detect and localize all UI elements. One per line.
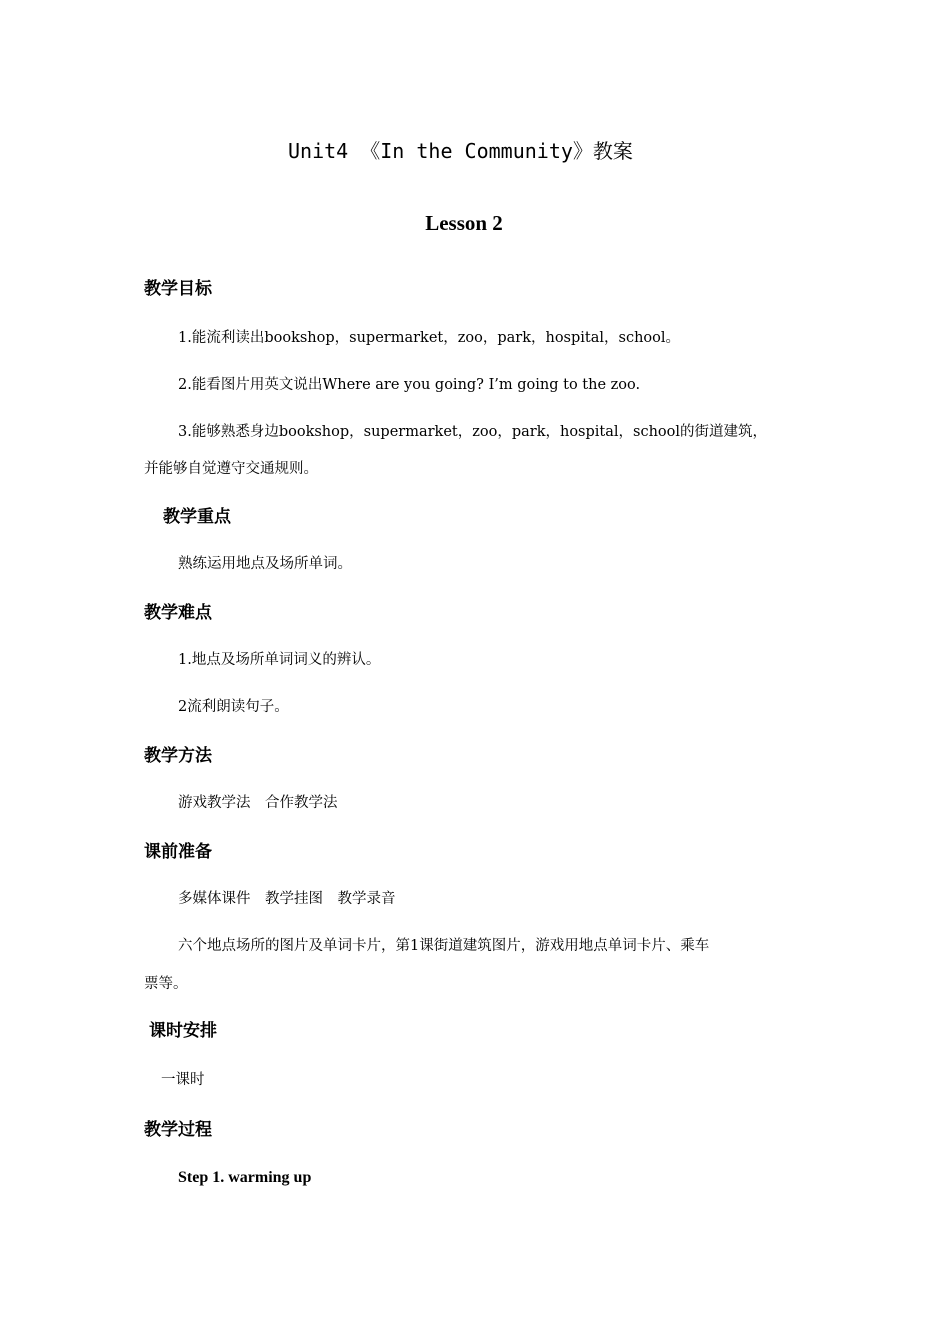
- process-heading: 教学过程: [144, 1120, 212, 1140]
- document-title: Unit4 《In the Community》教案: [288, 139, 633, 163]
- difficulty-item-1: 1.地点及场所单词词义的辨认。: [178, 652, 381, 668]
- difficulty-item-2: 2流利朗读句子。: [178, 699, 289, 715]
- methods-heading: 教学方法: [144, 746, 212, 766]
- key-points-text: 熟练运用地点及场所单词。: [178, 556, 352, 572]
- schedule-heading: 课时安排: [149, 1021, 217, 1041]
- objectives-heading: 教学目标: [144, 279, 212, 299]
- schedule-text: 一课时: [161, 1072, 205, 1088]
- methods-text: 游戏教学法 合作教学法: [178, 795, 338, 811]
- objective-item-2: 2.能看图片用英文说出Where are you going? I’m going to the zoo.: [178, 377, 641, 393]
- preparation-text-2-line-2: 票等。: [144, 976, 188, 992]
- objective-item-3-line-2: 并能够自觉遵守交通规则。: [144, 461, 318, 477]
- objective-item-1: 1.能流利读出bookshop，supermarket，zoo，park，hospital，school。: [178, 330, 681, 346]
- preparation-text-2-line-1: 六个地点场所的图片及单词卡片，第1课街道建筑图片，游戏用地点单词卡片、乘车: [178, 938, 710, 954]
- process-step-1: Step 1. warming up: [178, 1169, 312, 1186]
- preparation-heading: 课前准备: [144, 842, 212, 862]
- difficulties-heading: 教学难点: [144, 603, 212, 623]
- objective-item-3-line-1: 3.能够熟悉身边bookshop，supermarket，zoo，park，hospital，school的街道建筑，: [178, 424, 768, 440]
- lesson-title: Lesson 2: [425, 211, 503, 235]
- key-points-heading: 教学重点: [163, 507, 231, 527]
- preparation-text-1: 多媒体课件 教学挂图 教学录音: [178, 891, 396, 907]
